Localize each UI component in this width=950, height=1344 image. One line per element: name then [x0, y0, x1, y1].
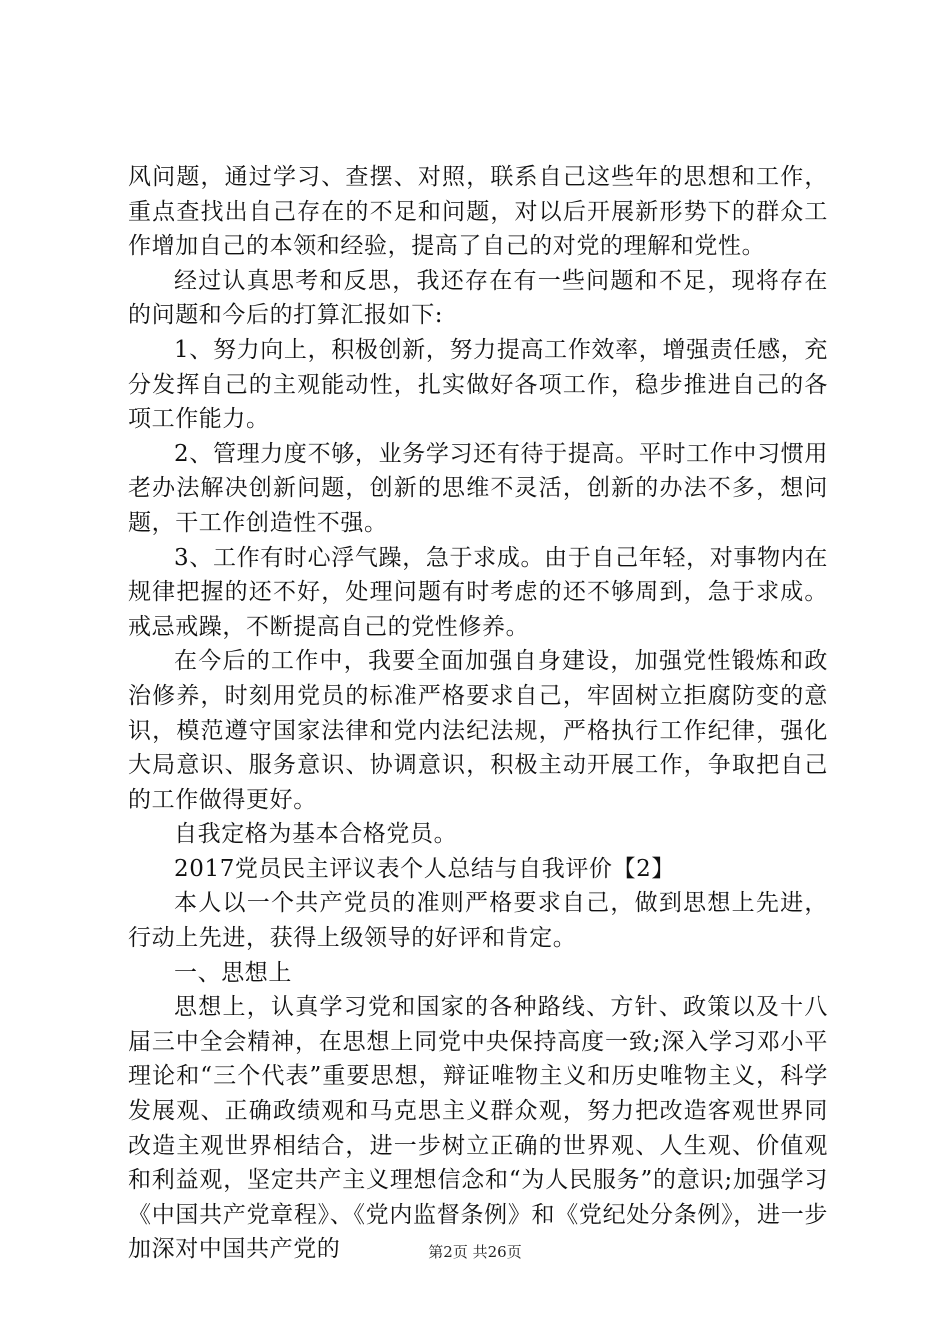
section-heading-2: 2017党员民主评议表个人总结与自我评价【2】 — [174, 855, 675, 882]
document-body — [128, 160, 828, 1267]
paragraph-11: 思想上，认真学习党和国家的各种路线、方针、政策以及十八届三中全会精神，在思想上同党中央保持高度一致;深入学习邓小平理论和“三个代表”重要思想，辩证唯物主义和历史唯物主义，科学发展观、正确政绩观和马克思主义群众观，努力把改造客观世界同改造主观世界相结合，进一步树立正确的世界观、人生观、价值观和利益观，坚定共产主义理想信念和“为人民服务”的意识;加强学习《中国共产党章程》、《党内监督条例》和《党纪处分条例》，进一步加深对中国共产党的 — [128, 994, 828, 1263]
paragraph-9: 本人以一个共产党员的准则严格要求自己，做到思想上先进，行动上先进，获得上级领导的好评和肯定。 — [128, 890, 828, 952]
subheading-thought: 一、思想上 — [174, 959, 292, 986]
paragraph-4: 2、管理力度不够，业务学习还有待于提高。平时工作中习惯用老办法解决创新问题，创新的思维不灵活，创新的办法不多，想问题，干工作创造性不强。 — [128, 440, 828, 536]
paragraph-1: 风问题，通过学习、查摆、对照，联系自己这些年的思想和工作，重点查找出自己存在的不足和问题，对以后开展新形势下的群众工作增加自己的本领和经验，提高了自己的对党的理解和党性。 — [128, 164, 828, 260]
page-number: 第2页 共26页 — [428, 1243, 522, 1261]
paragraph-2: 经过认真思考和反思，我还存在有一些问题和不足，现将存在的问题和今后的打算汇报如下: — [128, 267, 828, 329]
paragraph-5: 3、工作有时心浮气躁，急于求成。由于自己年轻，对事物内在规律把握的还不好，处理问题有时考虑的还不够周到，急于求成。戒忌戒躁，不断提高自己的党性修养。 — [128, 544, 828, 640]
paragraph-6: 在今后的工作中，我要全面加强自身建设，加强党性锻炼和政治修养，时刻用党员的标准严格要求自己，牢固树立拒腐防变的意识，模范遵守国家法律和党内法纪法规，严格执行工作纪律，强化大局意识、服务意识、协调意识，积极主动开展工作，争取把自己的工作做得更好。 — [128, 648, 828, 813]
paragraph-3: 1、努力向上，积极创新，努力提高工作效率，增强责任感，充分发挥自己的主观能动性，扎实做好各项工作，稳步推进自己的各项工作能力。 — [128, 336, 828, 433]
paragraph-7: 自我定格为基本合格党员。 — [174, 821, 458, 848]
